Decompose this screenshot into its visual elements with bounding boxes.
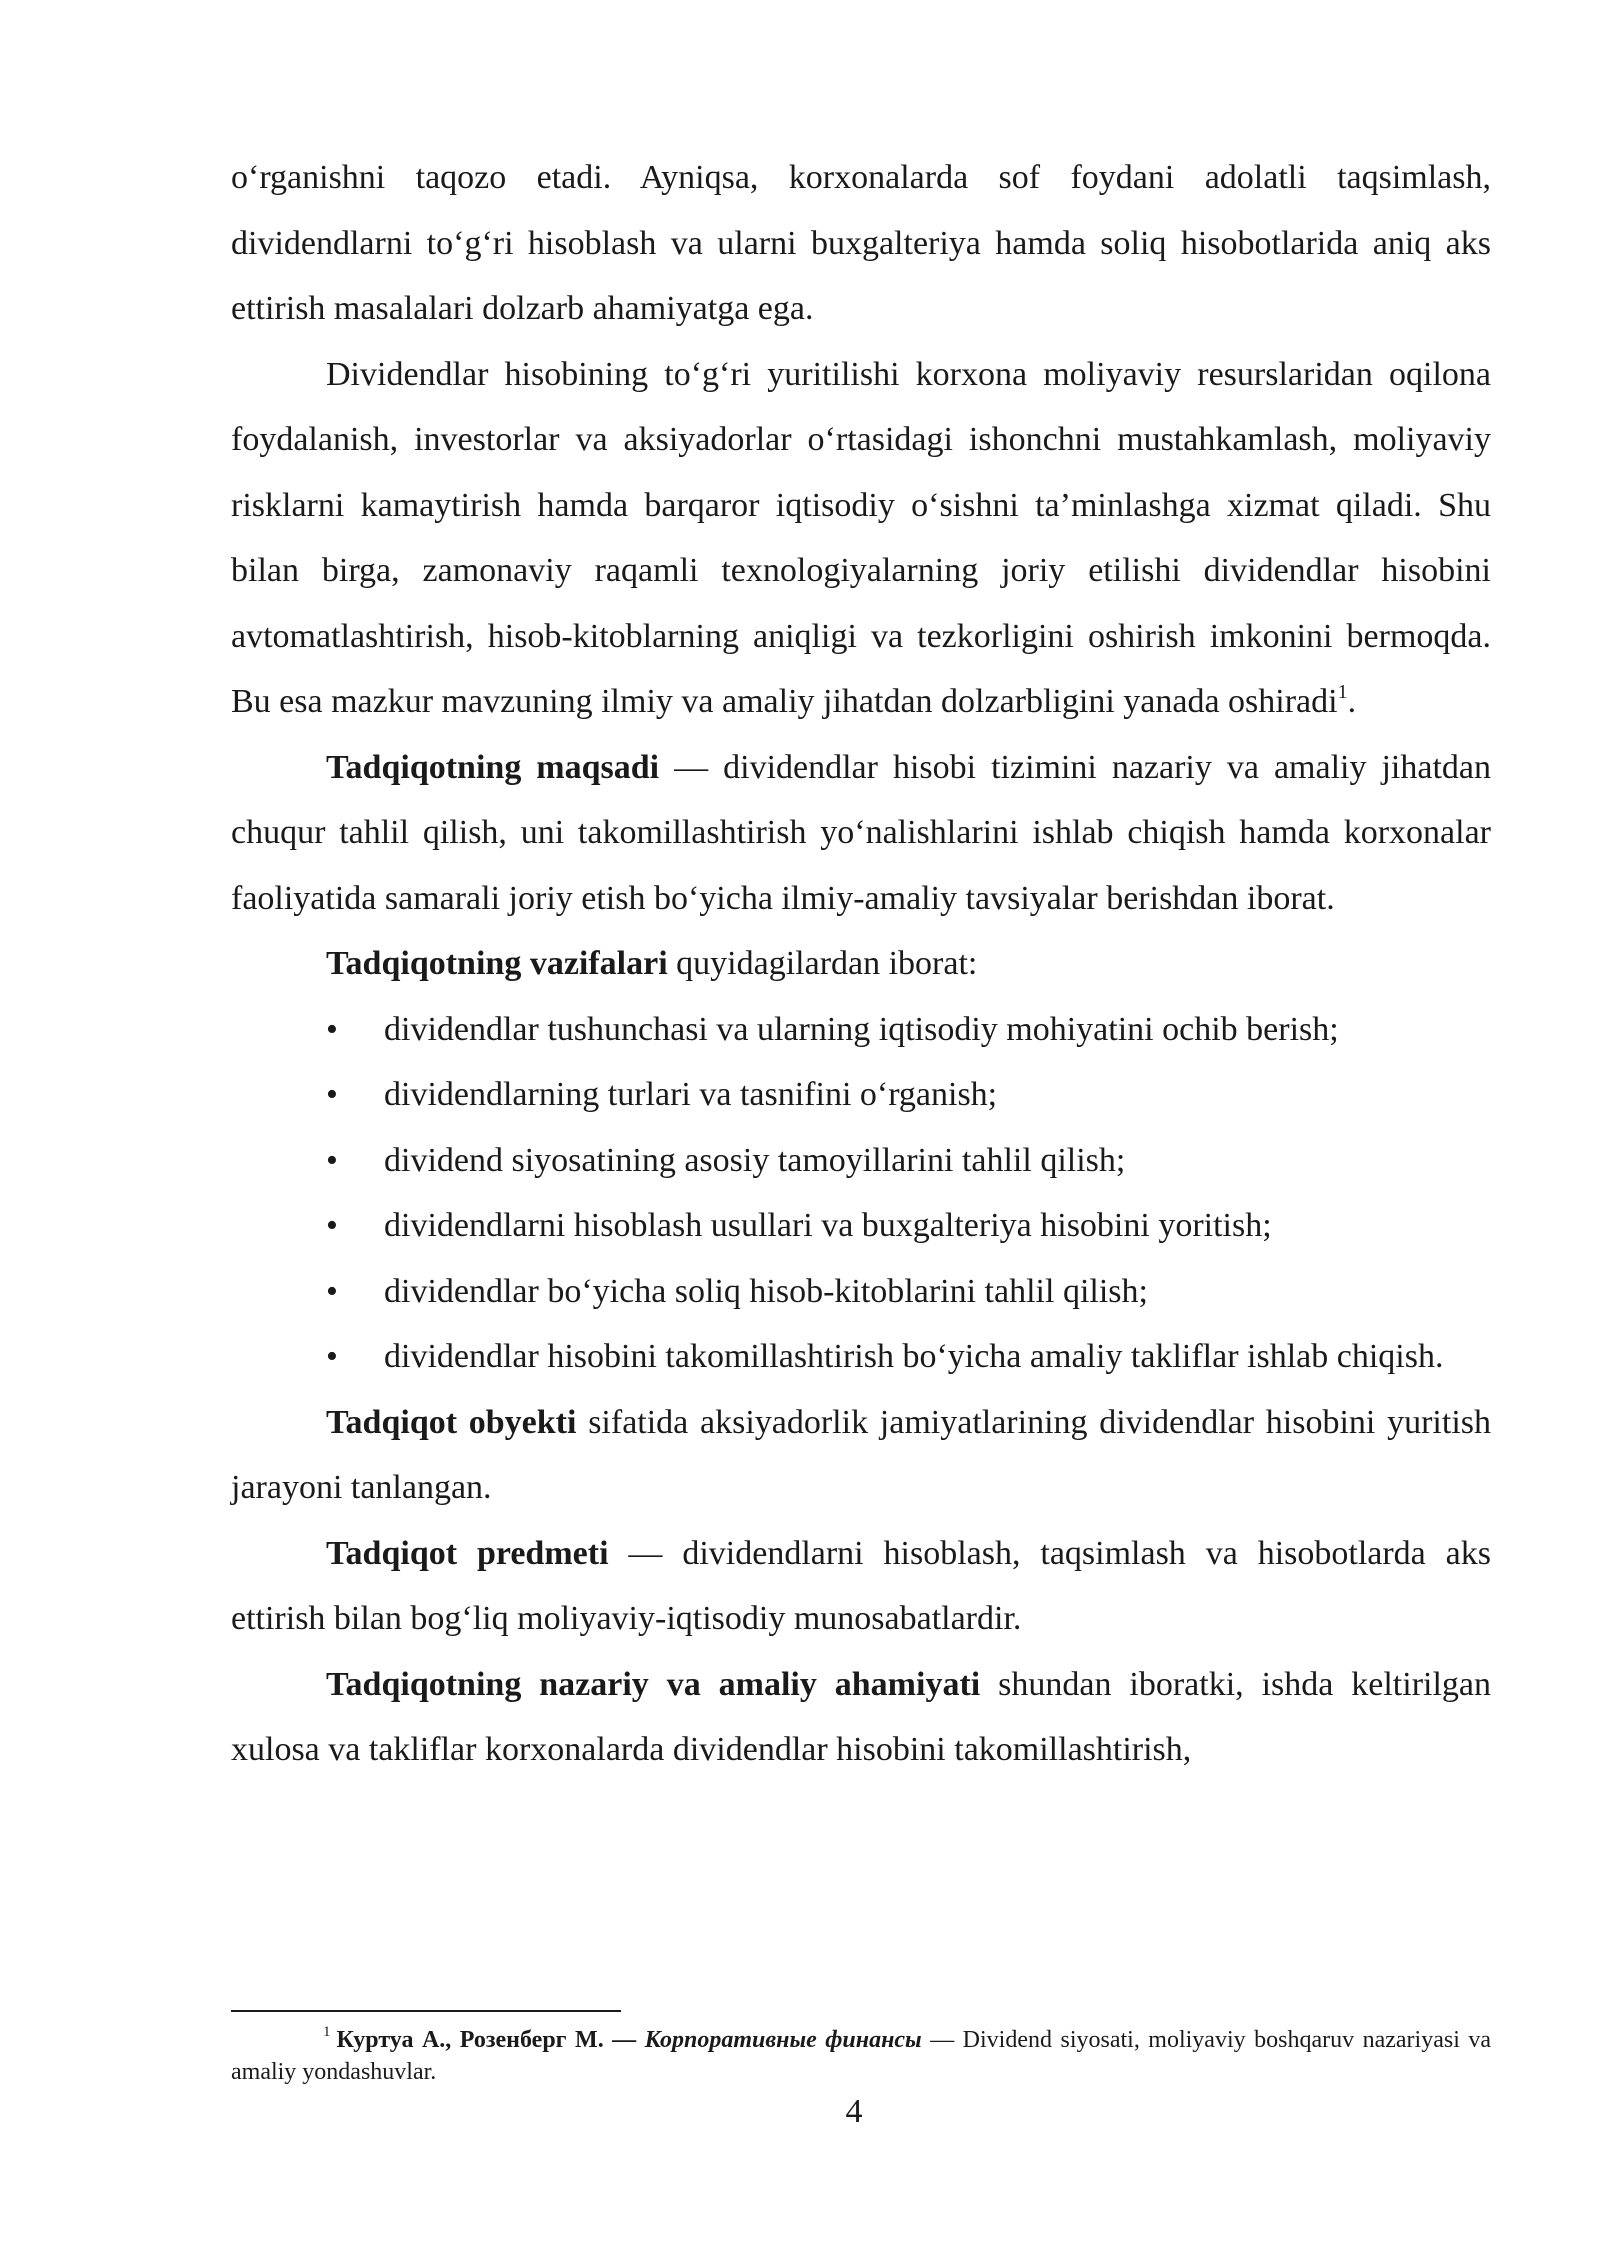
page-number: 4 (845, 2093, 863, 2130)
bullet-icon: • (326, 1010, 338, 1048)
list-item-text: dividend siyosatining asosiy tamoyillarini tahlil qilish; (384, 1141, 1126, 1179)
list-item (231, 1324, 1491, 1390)
footnote-authors: Куртуа А., Розенберг М. — (336, 2027, 645, 2053)
tasks-text: quyidagilardan iborat: (667, 945, 978, 982)
paragraph-relevance (231, 342, 1491, 735)
list-item-text: dividendlar tushunchasi va ularning iqtisodiy mohiyatini ochib berish; (384, 1010, 1339, 1048)
bullet-icon: • (326, 1141, 338, 1179)
footnote-marker: 1 (323, 2024, 331, 2040)
object-text: sifatida aksiyadorlik jamiyatlarining dividendlar hisobini yuritish jarayoni tanlangan. (231, 1403, 1491, 1506)
paragraph-object (231, 1390, 1491, 1521)
goal-text: — dividendlar hisobi tizimini nazariy va amaliy jihatdan chuqur tahlil qilish, uni takomillashtirish yo‘nalishlarini ishlab chiqish hamda korxonalar faoliyatida samarali joriy etish bo‘yicha ilmiy-amaliy tavsiyalar berishdan iborat. (231, 748, 1491, 917)
footnote-divider (231, 2010, 621, 2012)
footnote-reference[interactable]: 1 (1337, 680, 1348, 703)
paragraph-intro-continued (231, 145, 1491, 342)
tasks-label: Tadqiqotning vazifalari (326, 945, 668, 982)
paragraph-end: . (1347, 683, 1357, 720)
subject-label: Tadqiqot predmeti (326, 1534, 609, 1572)
paragraph-tasks-intro (231, 931, 1491, 997)
tasks-list (231, 997, 1491, 1390)
goal-label: Tadqiqotning maqsadi (326, 748, 660, 786)
list-item (231, 1062, 1491, 1128)
paragraph-text: Dividendlar hisobining to‘g‘ri yuritilishi korxona moliyaviy resurslaridan oqilona foydalanish, investorlar va aksiyadorlar o‘rtasidagi ishonchni mustahkamlash, moliyaviy risklarni kamaytirish hamda barqaror iqtisodiy o‘sishni ta’minlashga xizmat qiladi. Shu bilan birga, zamonaviy raqamli texnologiyalarning joriy etilishi dividendlar hisobini avtomatlashtirish, hisob-kitoblarning aniqligi va tezkorligini oshirish imkonini bermoqda. Bu esa mazkur mavzuning ilmiy va amaliy jihatdan dolzarbligini yanada oshiradi (231, 355, 1491, 720)
significance-label: Tadqiqotning nazariy va amaliy ahamiyati (326, 1665, 981, 1703)
significance-text: shundan iboratki, ishda keltirilgan xulosa va takliflar korxonalarda dividendlar hisobini takomillashtirish, (231, 1665, 1491, 1768)
paragraph-text: o‘rganishni taqozo etadi. Ayniqsa, korxonalarda sof foydani adolatli taqsimlash, dividendlarni to‘g‘ri hisoblash va ularni buxgalteriya hamda soliq hisobotlarida aniq aks ettirish masalalari dolzarb ahamiyatga ega. (231, 159, 1491, 327)
list-item (231, 997, 1491, 1063)
object-label: Tadqiqot obyekti (326, 1403, 577, 1441)
footnote-title: Корпоративные финансы (644, 2027, 922, 2053)
list-item (231, 1193, 1491, 1259)
list-item (231, 1128, 1491, 1194)
list-item (231, 1259, 1491, 1325)
footnote (231, 2024, 1491, 2088)
bullet-icon: • (326, 1272, 338, 1310)
bullet-icon: • (326, 1338, 338, 1375)
bullet-icon: • (326, 1076, 338, 1113)
bullet-icon: • (326, 1207, 338, 1244)
paragraph-subject (231, 1521, 1491, 1652)
footnote-text: — Dividend siyosati, moliyaviy boshqaruv nazariyasi va amaliy yondashuvlar. (231, 2027, 1491, 2085)
list-item-text: dividendlar hisobini takomillashtirish bo‘yicha amaliy takliflar ishlab chiqish. (384, 1338, 1444, 1375)
subject-text: — dividendlarni hisoblash, taqsimlash va hisobotlarda aks ettirish bilan bog‘liq moliyaviy-iqtisodiy munosabatlardir. (231, 1534, 1491, 1637)
paragraph-significance (231, 1652, 1491, 1783)
body-text (231, 145, 1491, 1783)
list-item-text: dividendlar bo‘yicha soliq hisob-kitoblarini tahlil qilish; (384, 1272, 1148, 1310)
list-item-text: dividendlarning turlari va tasnifini o‘rganish; (384, 1076, 998, 1113)
paragraph-goal (231, 735, 1491, 932)
list-item-text: dividendlarni hisoblash usullari va buxgalteriya hisobini yoritish; (384, 1207, 1272, 1244)
